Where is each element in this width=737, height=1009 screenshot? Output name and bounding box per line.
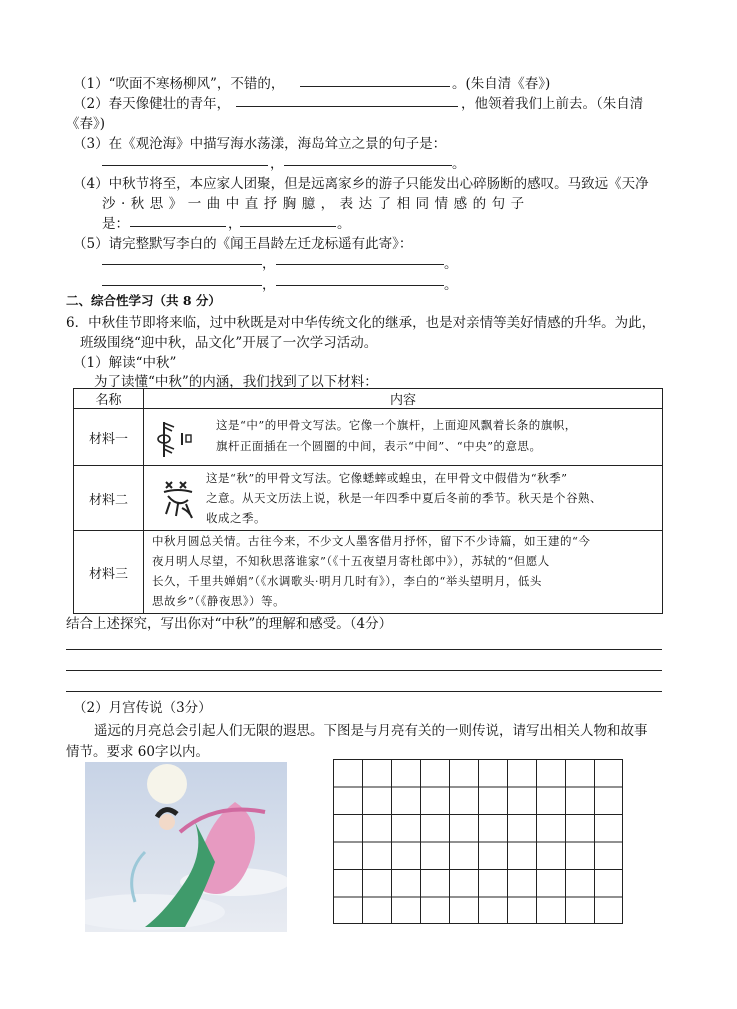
row-name: 材料三 [74, 531, 144, 614]
row-text: 思故乡”（《静夜思》）等。 [152, 594, 286, 608]
q1-source: 。(朱自清《春》) [452, 76, 551, 92]
row-text: 这是“秋”的甲骨文写法。它像蟋蟀或蝗虫，在甲骨文中假借为“秋季” [206, 471, 568, 485]
row-text: 旗杆正面插在一个圆圈的中间，表示“中间”、“中央”的意思。 [216, 439, 542, 453]
row-text: 之意。从天文历法上说，秋是一年四季中夏后冬前的季节。秋天是个谷熟、 [206, 491, 602, 505]
part2-line2: 情节。要求 60字以内。 [66, 744, 209, 760]
q3-blank-1[interactable] [102, 165, 268, 166]
q1-blank[interactable] [300, 86, 450, 87]
q5-end-1: 。 [444, 256, 458, 272]
q5-blank-3[interactable] [102, 285, 262, 286]
table-row [74, 466, 663, 531]
q3: （3）在《观沧海》中描写海水荡漾，海岛耸立之景的句子是： [73, 136, 447, 152]
q4-end: 。 [337, 216, 351, 232]
part1-title: （1）解读“中秋” [73, 355, 177, 371]
q6-line1: 6．中秋佳节即将来临，过中秋既是对中华传统文化的继承，也是对亲情等美好情感的升华。为此， [66, 315, 656, 331]
materials-table [73, 388, 663, 614]
row-text: 中秋月圆总关情。古往今来，不少文人墨客借月抒怀，留下不少诗篇，如王建的“今 [152, 534, 591, 548]
answer-line-2[interactable] [66, 670, 662, 671]
q4-line2: 沙 · 秋 思 》 一 曲 中 直 抒 胸 臆 ， 表 达 了 相 同 情 感 的 句 子 [102, 196, 525, 212]
row-text: 这是“中”的甲骨文写法。它像一个旗杆，上面迎风飘着长条的旗帜， [216, 418, 577, 432]
section-title: 二、综合性学习（共 8 分） [66, 293, 221, 308]
part2-title: （2）月宫传说（3分） [73, 700, 212, 716]
header-content: 内容 [144, 389, 663, 409]
q4-blank-2[interactable] [240, 226, 336, 227]
q5-comma-1: ， [262, 256, 276, 272]
table-row [74, 409, 663, 466]
row-name: 材料二 [74, 466, 144, 531]
answer-line-1[interactable] [66, 649, 662, 650]
q4-line3: 是： [102, 216, 129, 232]
header-name: 名称 [74, 389, 144, 409]
q5-comma-2: ， [262, 277, 276, 293]
q3-end: 。 [452, 156, 466, 172]
q4-blank-1[interactable] [130, 226, 226, 227]
part2-line1: 遥远的月亮总会引起人们无限的遐思。下图是与月亮有关的一则传说，请写出相关人物和故事 [94, 723, 648, 739]
oracle-qiu-icon [160, 478, 196, 520]
q2-source: 《春》) [66, 116, 106, 132]
oracle-zhong-icon [152, 419, 196, 459]
q2: （2）春天像健壮的青年， [73, 96, 231, 112]
part1-task: 结合上述探究，写出你对“中秋”的理解和感受。（4分） [66, 616, 393, 632]
row-content [144, 466, 663, 531]
q3-comma: ， [270, 156, 284, 172]
q6-line2: 班级围绕“迎中秋，品文化”开展了一次学习活动。 [80, 335, 378, 351]
answer-line-3[interactable] [66, 691, 662, 692]
q2-tail: ，他领着我们上前去。（朱自清 [461, 96, 644, 112]
q1: （1）“吹面不寒杨柳风”，不错的， [73, 76, 285, 92]
q4-comma: ， [228, 216, 242, 232]
q5-blank-1[interactable] [102, 264, 262, 265]
q5-end-2: 。 [444, 277, 458, 293]
part1-intro: 为了读懂“中秋”的内涵，我们找到了以下材料： [94, 374, 378, 390]
table-header-row [74, 389, 663, 409]
table-row [74, 531, 663, 614]
q5-blank-2[interactable] [276, 264, 444, 265]
q5: （5）请完整默写李白的《闻王昌龄左迁龙标遥有此寄》： [73, 236, 413, 252]
q5-blank-4[interactable] [276, 285, 444, 286]
row-name: 材料一 [74, 409, 144, 466]
row-content [144, 409, 663, 466]
q2-blank[interactable] [236, 106, 458, 107]
writing-grid[interactable] [333, 759, 623, 924]
row-content [144, 531, 663, 614]
q3-blank-2[interactable] [284, 165, 452, 166]
q4: （4）中秋节将至，本应家人团聚，但是远离家乡的游子只能发出心碎肠断的感叹。马致远《天净 [73, 176, 649, 192]
row-text: 夜月明人尽望，不知秋思落谁家”（《十五夜望月寄杜郎中》），苏轼的“但愿人 [152, 554, 550, 568]
row-text: 长久，千里共婵娟”（《水调歌头·明月几时有》），李白的“举头望明月，低头 [152, 574, 542, 588]
row-text: 收成之季。 [206, 511, 266, 525]
change-moon-illustration [85, 762, 287, 932]
